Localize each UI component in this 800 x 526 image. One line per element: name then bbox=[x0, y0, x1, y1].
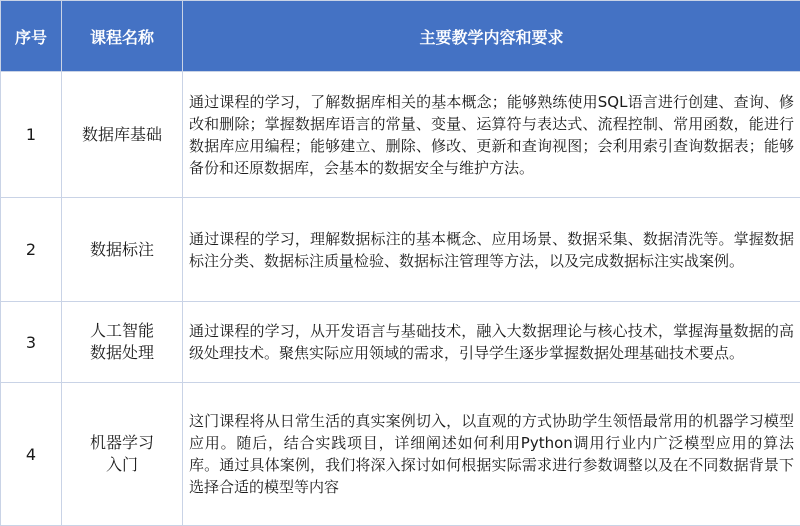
course-description: 通过课程的学习，了解数据库相关的基本概念；能够熟练使用SQL语言进行创建、查询、修改和删除；掌握数据库语言的常量、变量、运算符与表达式、流程控制、常用函数，能进行数据库应用编程；能够建立、删除、修改、更新和查询视图；会利用索引查询数据表；能够备份和还原数据库，会基本的数据安全与维护方法。 bbox=[183, 72, 800, 198]
course-description: 通过课程的学习，从开发语言与基础技术，融入大数据理论与核心技术，掌握海量数据的高级处理技术。聚焦实际应用领域的需求，引导学生逐步掌握数据处理基础技术要点。 bbox=[183, 302, 800, 383]
course-description: 这门课程将从日常生活的真实案例切入，以直观的方式协助学生领悟最常用的机器学习模型应用。随后，结合实践项目，详细阐述如何利用Python调用行业内广泛模型应用的算法库。通过具体案例，我们将深入探讨如何根据实际需求进行参数调整以及在不同数据背景下选择合适的模型等内容 bbox=[183, 383, 800, 526]
header-course-name: 课程名称 bbox=[62, 1, 183, 72]
course-name-line: 数据库基础 bbox=[62, 124, 182, 146]
course-name bbox=[62, 72, 183, 198]
course-name-line: 入门 bbox=[62, 454, 182, 476]
course-description: 通过课程的学习，理解数据标注的基本概念、应用场景、数据采集、数据清洗等。掌握数据标注分类、数据标注质量检验、数据标注管理等方法，以及完成数据标注实战案例。 bbox=[183, 198, 800, 302]
table-row bbox=[1, 302, 800, 383]
row-number: 4 bbox=[1, 383, 62, 526]
table-row bbox=[1, 198, 800, 302]
table-header bbox=[1, 1, 800, 72]
row-number: 2 bbox=[1, 198, 62, 302]
course-name bbox=[62, 302, 183, 383]
course-name bbox=[62, 198, 183, 302]
course-name-line: 机器学习 bbox=[62, 432, 182, 454]
course-name bbox=[62, 383, 183, 526]
header-row bbox=[1, 1, 800, 72]
course-name-line: 数据处理 bbox=[62, 342, 182, 364]
row-number: 1 bbox=[1, 72, 62, 198]
course-name-line: 人工智能 bbox=[62, 320, 182, 342]
course-name-line: 数据标注 bbox=[62, 239, 182, 261]
table-row bbox=[1, 72, 800, 198]
row-number: 3 bbox=[1, 302, 62, 383]
table-row bbox=[1, 383, 800, 526]
header-number: 序号 bbox=[1, 1, 62, 72]
table-body bbox=[1, 72, 800, 526]
header-content: 主要教学内容和要求 bbox=[183, 1, 800, 72]
